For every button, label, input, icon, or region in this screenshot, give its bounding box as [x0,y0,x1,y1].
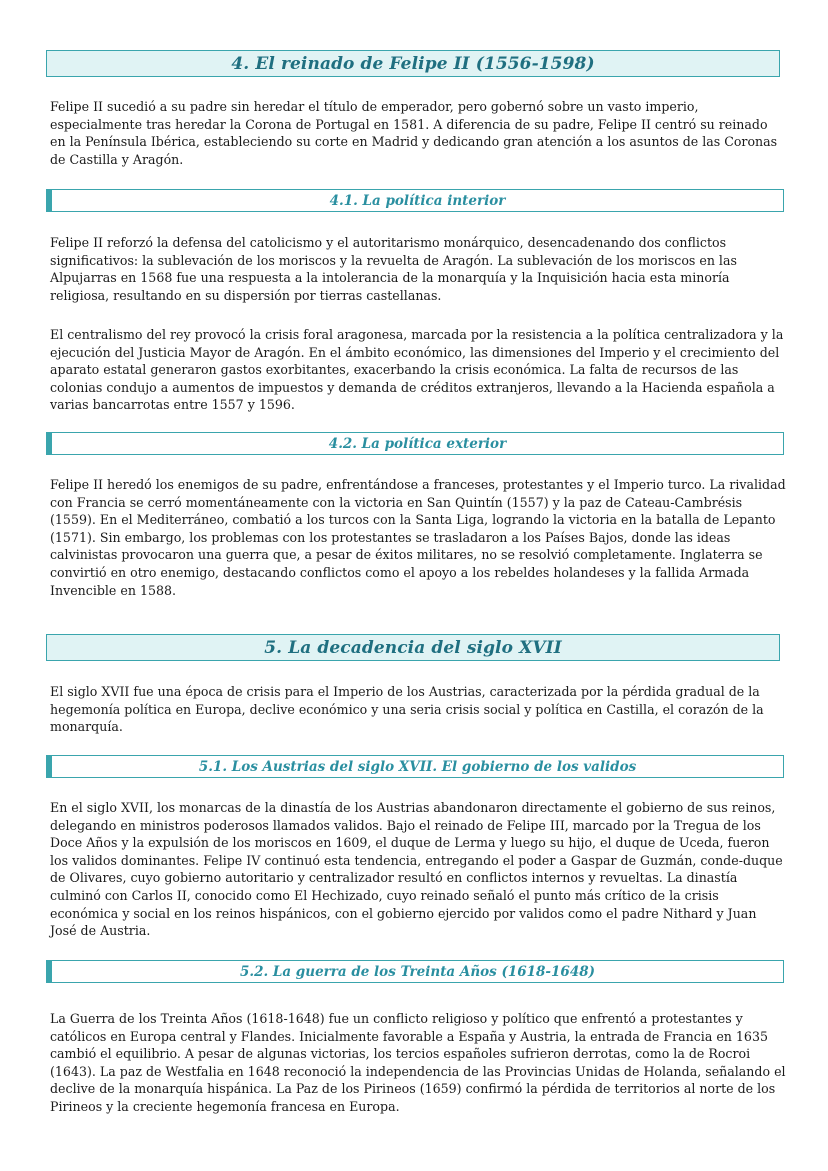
section-heading-felipe-ii [46,50,780,77]
subsection-heading-text: 4.1. La política interior [329,192,506,209]
body-paragraph: En el siglo XVII, los monarcas de la dinastía de los Austrias abandonaron directamente el gobierno de sus reinos, delegando en ministros poderosos llamados validos. Bajo el reinado de Felipe III, marcado por la Tregua de los Doce Años y la expulsión de los moriscos en 1609, el duque de Lerma y luego su hijo, el duque de Uceda, fueron los validos dominantes. Felipe IV continuó esta tendencia, entregando el poder a Gaspar de Guzmán, conde-duque de Olivares, cuyo gobierno autoritario y centralizador resultó en conflictos internos y revueltas. La dinastía culminó con Carlos II, conocido como El Hechizado, cuyo reinado señaló el punto más crítico de la crisis económica y social en los reinos hispánicos, con el gobierno ejercido por validos como el padre Nithard y Juan José de Austria. [50,800,783,939]
subsection-heading-text: 5.1. Los Austrias del siglo XVII. El gobierno de los validos [198,758,637,775]
subsection-heading-politica-interior [46,189,784,212]
section-heading-decadencia [46,634,780,661]
body-paragraph: Felipe II reforzó la defensa del catolicismo y el autoritarismo monárquico, desencadenando dos conflictos significativos: la sublevación de los moriscos y la revuelta de Aragón. La sublevación de los moriscos en las Alpujarras en 1568 fue una respuesta a la intolerancia de la monarquía y la Inquisición hacia esta minoría religiosa, resultando en su dispersión por tierras castellanas. [50,235,737,303]
subsection-heading-treinta-anos [46,960,784,983]
subsection-heading-politica-exterior [46,432,784,455]
body-paragraph: El centralismo del rey provocó la crisis foral aragonesa, marcada por la resistencia a la política centralizadora y la ejecución del Justicia Mayor de Aragón. En el ámbito económico, las dimensiones del Imperio y el crecimiento del aparato estatal generaron gastos exorbitantes, exacerbando la crisis económica. La falta de recursos de las colonias condujo a aumentos de impuestos y demanda de créditos extranjeros, llevando a la Hacienda española a varias bancarrotas entre 1557 y 1596. [50,327,784,413]
body-paragraph: La Guerra de los Treinta Años (1618-1648) fue un conflicto religioso y político que enfrentó a protestantes y católicos en Europa central y Flandes. Inicialmente favorable a España y Austria, la entrada de Francia en 1635 cambió el equilibrio. A pesar de algunas victorias, los tercios españoles sufrieron derrotas, como la de Rocroi (1643). La paz de Westfalia en 1648 reconoció la independencia de las Provincias Unidas de Holanda, señalando el declive de la monarquía hispánica. La Paz de los Pirineos (1659) confirmó la pérdida de territorios al norte de los Pirineos y la creciente hegemonía francesa en Europa. [50,1011,786,1114]
subsection-heading-text: 5.2. La guerra de los Treinta Años (1618-1648) [239,963,595,980]
subsection-heading-text: 4.2. La política exterior [328,435,507,452]
subsection-heading-validos [46,755,784,778]
section-heading-text: 5. La decadencia del siglo XVII [264,637,562,658]
section-intro-paragraph: El siglo XVII fue una época de crisis para el Imperio de los Austrias, caracterizada por la pérdida gradual de la hegemonía política en Europa, declive económico y una seria crisis social y política en Castilla, el corazón de la monarquía. [50,684,764,735]
body-paragraph: Felipe II heredó los enemigos de su padre, enfrentándose a franceses, protestantes y el Imperio turco. La rivalidad con Francia se cerró momentáneamente con la victoria en San Quintín (1557) y la paz de Cateau-Cambrésis (1559). En el Mediterráneo, combatió a los turcos con la Santa Liga, logrando la victoria en la batalla de Lepanto (1571). Sin embargo, los problemas con los protestantes se trasladaron a los Países Bajos, donde las ideas calvinistas provocaron una guerra que, a pesar de éxitos militares, no se resolvió completamente. Inglaterra se convirtió en otro enemigo, destacando conflictos como el apoyo a los rebeldes holandeses y la fallida Armada Invencible en 1588. [50,477,786,598]
section-heading-text: 4. El reinado de Felipe II (1556-1598) [231,53,595,74]
section-intro-paragraph: Felipe II sucedió a su padre sin heredar el título de emperador, pero gobernó sobre un vasto imperio, especialmente tras heredar la Corona de Portugal en 1581. A diferencia de su padre, Felipe II centró su reinado en la Península Ibérica, estableciendo su corte en Madrid y dedicando gran atención a los asuntos de las Coronas de Castilla y Aragón. [50,99,778,167]
